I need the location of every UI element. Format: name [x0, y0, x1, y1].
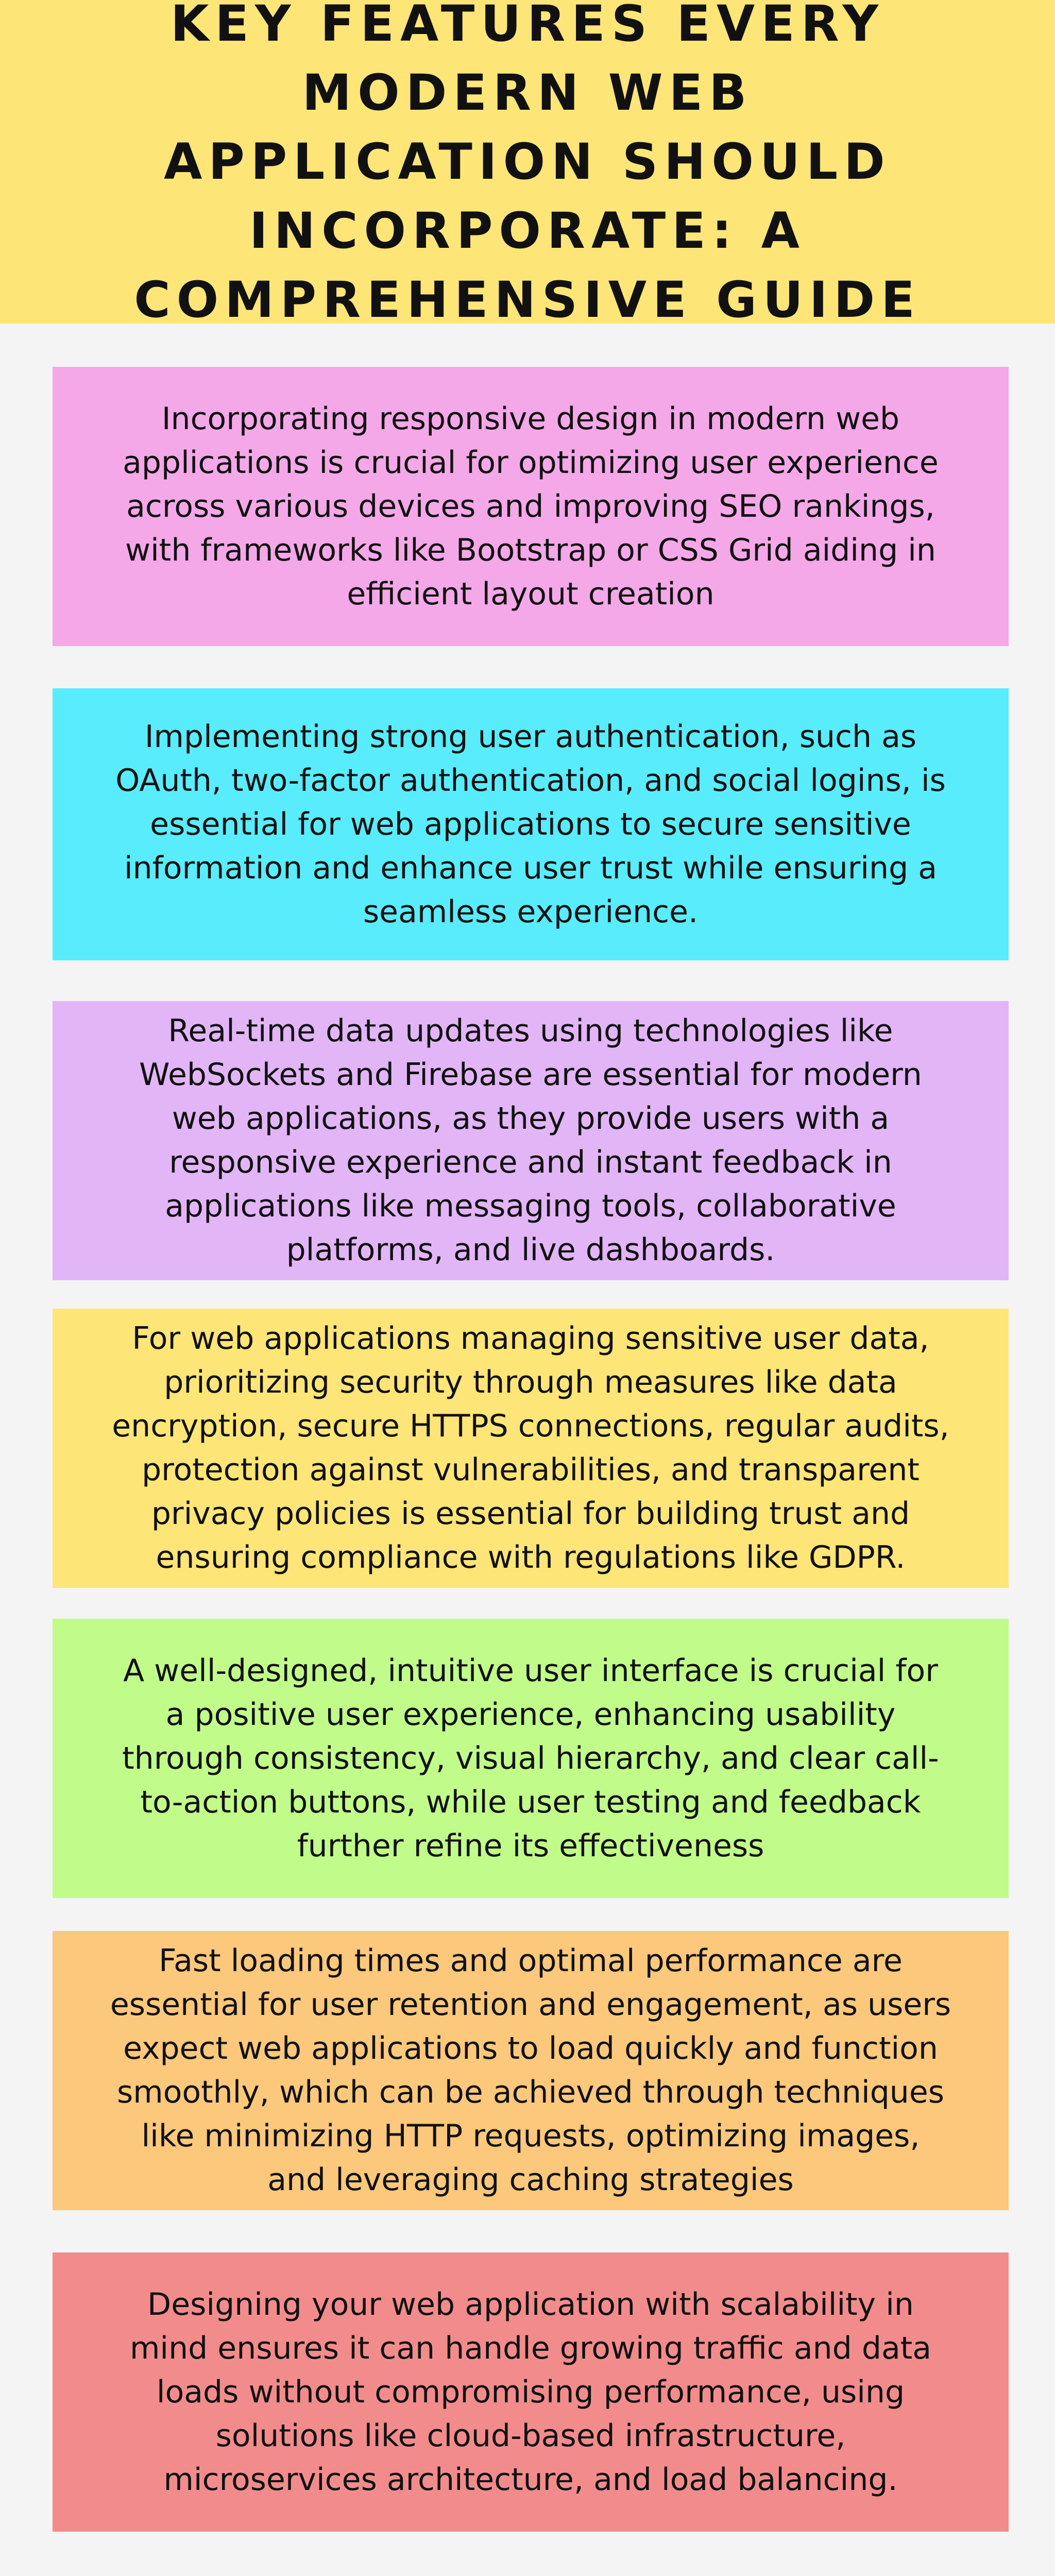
feature-card-security [53, 1309, 1009, 1588]
header-banner [0, 0, 1055, 329]
feature-card-text: Real-time data updates using technologies like WebSockets and Firebase are essential for modern web applications, as they provide users with a responsive experience and instant feedback in applications like messaging tools, collaborative platforms, and live dashboards. [139, 1013, 922, 1268]
feature-card-user-interface [53, 1619, 1009, 1898]
feature-card-real-time-updates [53, 1001, 1009, 1280]
feature-card-text: Incorporating responsive design in modern web applications is crucial for optimizing user experience across various devices and improving SEO rankings, with frameworks like Bootstrap or CSS Grid aiding in efficient layout creation [123, 400, 939, 612]
feature-card-text: For web applications managing sensitive user data, prioritizing security through measures like data encryption, secure HTTPS connections, regular audits, protection against vulnerabilities, and transparent privacy policies is essential for building trust and ensuring compliance with regulations like GDPR. [112, 1320, 949, 1575]
feature-card-text: Designing your web application with scalability in mind ensures it can handle growing traffic and data loads without compromising performance, using solutions like cloud-based infrastructure, microservices architecture, and load balancing. [129, 2286, 931, 2498]
feature-card-text: Fast loading times and optimal performance are essential for user retention and engagement, as users expect web applications to load quickly and function smoothly, which can be achieved through techniques like minimizing HTTP requests, optimizing images, and leveraging caching strategies [110, 1943, 951, 2198]
feature-card-scalability [53, 2252, 1009, 2532]
feature-card-responsive-design [53, 367, 1009, 646]
feature-card-text: Implementing strong user authentication, such as OAuth, two-factor authentication, and social logins, is essential for web applications to secure sensitive information and enhance user trust while ensuring a seamless experience. [115, 718, 946, 930]
feature-card-text: A well-designed, intuitive user interface is crucial for a positive user experience, enhancing usability through consistency, visual hierarchy, and clear call-to-action buttons, while user testing and feedback further refine its effectiveness [122, 1652, 939, 1864]
feature-card-performance [53, 1931, 1009, 2210]
feature-card-user-authentication [53, 688, 1009, 960]
page-title: KEY FEATURES EVERY MODERN WEB APPLICATION SHOULD INCORPORATE: A COMPREHENSIVE GUIDE [134, 0, 921, 329]
